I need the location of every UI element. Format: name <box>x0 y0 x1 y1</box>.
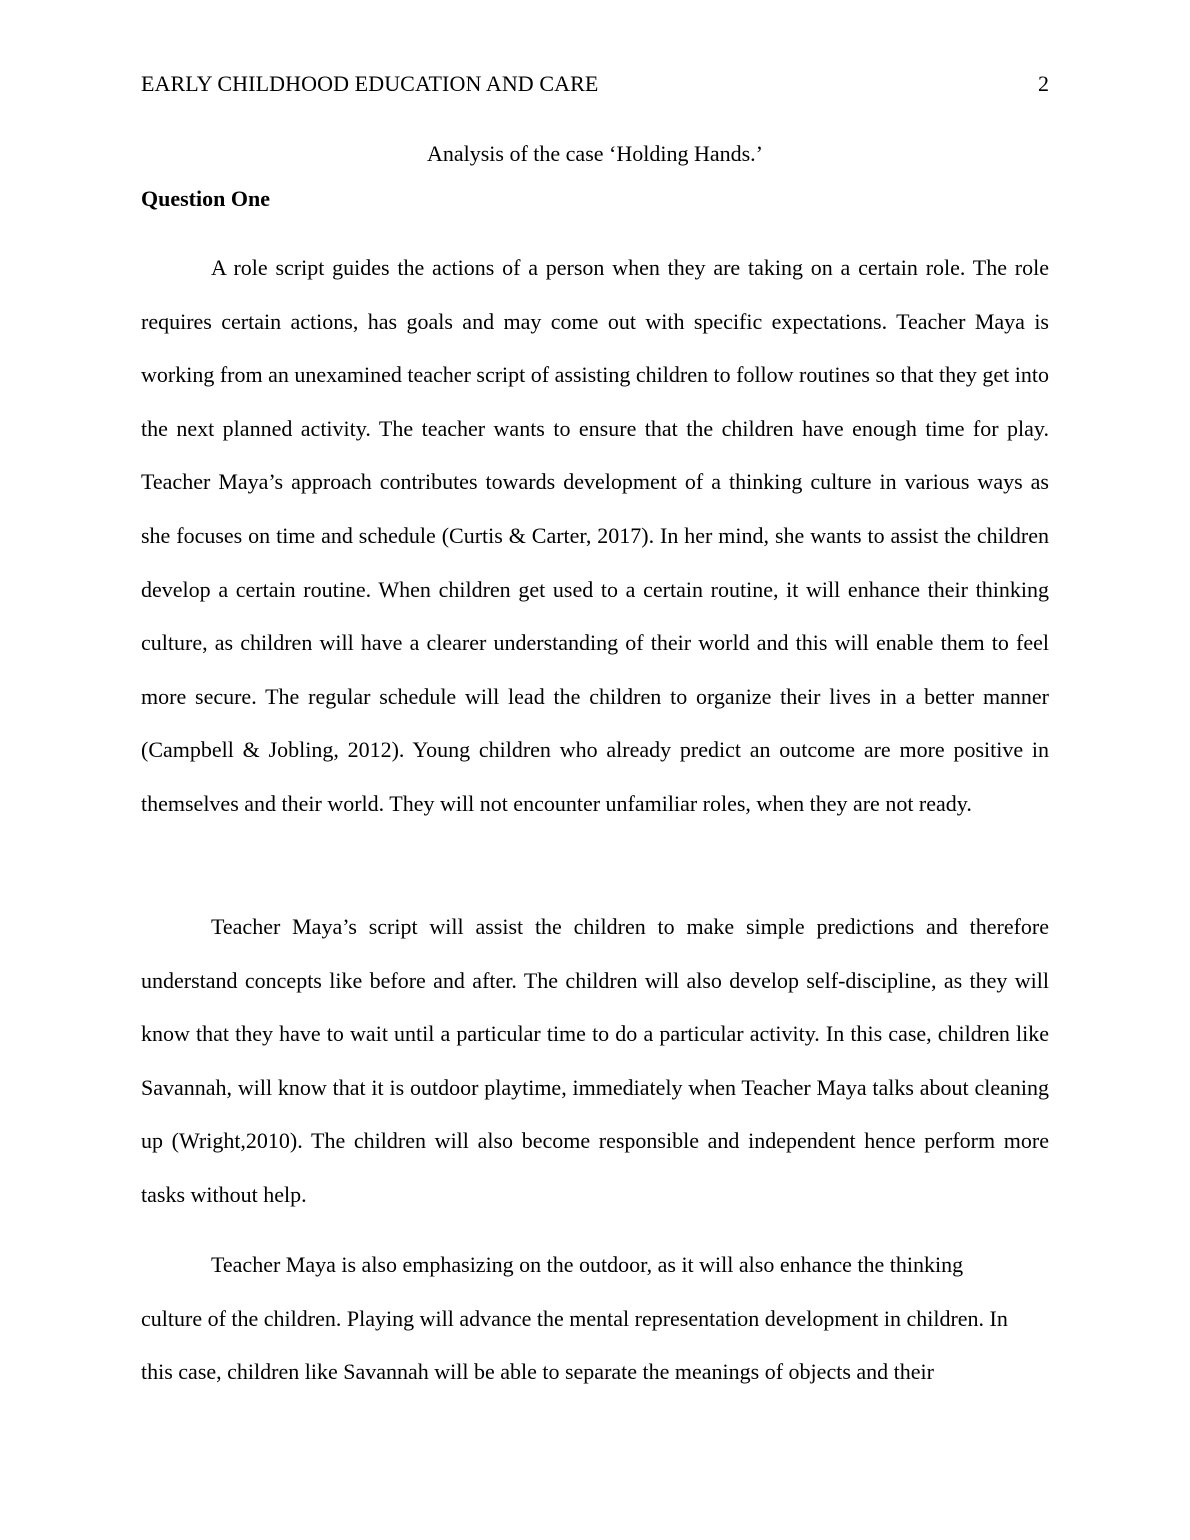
paragraph-text: Teacher Maya is also emphasizing on the outdoor, as it will also enhance the thinking culture of the children. Playing will advance the mental representation development in children. In this case, children like Savannah will be able to separate the meanings of objects and their <box>141 1252 1008 1385</box>
paragraph-text: Teacher Maya’s script will assist the children to make simple predictions and therefore understand concepts like before and after. The children will also develop self-discipline, as they will know that they have to wait until a particular time to do a particular activity. In this case, children like Savannah, will know that it is outdoor playtime, immediately when Teacher Maya talks about cleaning up (Wright,2010). The children will also become responsible and independent hence perform more tasks without help. <box>141 914 1049 1207</box>
document-title: Analysis of the case ‘Holding Hands.’ <box>426 141 764 166</box>
page-number: 2 <box>1038 71 1049 96</box>
section-heading: Question One <box>141 186 270 211</box>
body-paragraph-3 <box>141 1238 1021 1399</box>
paragraph-text: A role script guides the actions of a person when they are taking on a certain role. The role requires certain actions, has goals and may come out with specific expectations. Teacher Maya is working from an unexamined teacher script of assisting children to follow routines so that they get into the next planned activity. The teacher wants to ensure that the children have enough time for play. Teacher Maya’s approach contributes towards development of a thinking culture in various ways as she focuses on time and schedule (Curtis & Carter, 2017). In her mind, she wants to assist the children develop a certain routine. When children get used to a certain routine, it will enhance their thinking culture, as children will have a clearer understanding of their world and this will enable them to feel more secure. The regular schedule will lead the children to organize their lives in a better manner (Campbell & Jobling, 2012). Young children who already predict an outcome are more positive in themselves and their world. They will not encounter unfamiliar roles, when they are not ready. <box>141 255 1049 816</box>
running-head <box>141 69 1049 99</box>
body-paragraph-2 <box>141 900 1049 1222</box>
body-paragraph-1 <box>141 241 1049 831</box>
running-head-title: EARLY CHILDHOOD EDUCATION AND CARE <box>141 71 599 96</box>
